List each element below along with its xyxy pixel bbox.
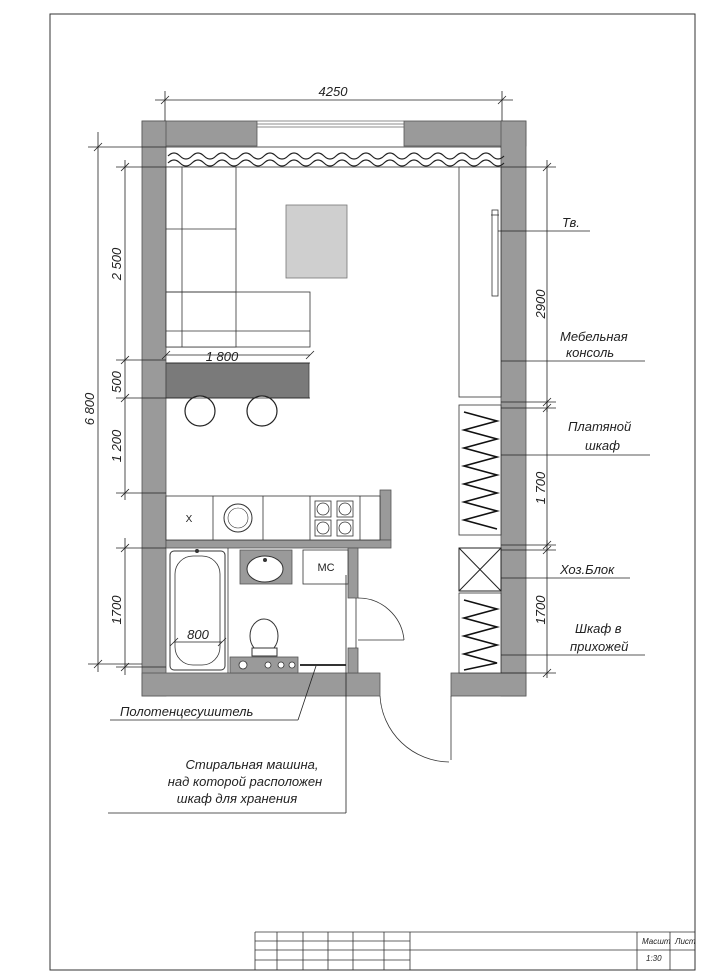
title-scale-value: 1:30: [646, 954, 662, 963]
label-washer-line2: над которой расположен: [167, 774, 323, 789]
coffee-table: [286, 205, 347, 278]
entrance-door: [380, 696, 451, 762]
toilet-icon: [250, 619, 278, 656]
dim-1700-left: 1700: [109, 595, 124, 625]
title-scale-label: Масшт: [642, 937, 671, 946]
label-hall-line2: прихожей: [570, 639, 629, 654]
label-hall-line1: Шкаф в: [575, 621, 622, 636]
dim-2900: 2900: [533, 289, 548, 319]
label-washer-line3: шкаф для хранения: [176, 791, 298, 806]
dim-1800: 1 800: [205, 349, 239, 364]
title-block: [255, 932, 695, 970]
dim-1700-wardrobe: 1 700: [533, 471, 548, 505]
bathroom-door: [356, 598, 404, 648]
dim-800: 800: [187, 627, 209, 642]
dim-2500: 2 500: [109, 247, 124, 281]
dim-500: 500: [109, 371, 124, 393]
dim-overall-width: 4250: [318, 84, 348, 99]
label-console-line2: консоль: [566, 345, 615, 360]
label-tv: Тв.: [562, 215, 580, 230]
dish-rack-mark: X: [185, 514, 193, 525]
bar-stool: [185, 396, 215, 426]
dim-overall-height: 6 800: [82, 392, 97, 426]
dim-1700-hall: 1700: [533, 595, 548, 625]
washing-machine-label: МС: [317, 562, 335, 574]
label-wardrobe-line2: шкаф: [585, 438, 621, 453]
window: [257, 121, 404, 127]
label-storage: Хоз.Блок: [560, 562, 615, 577]
label-console-line1: Мебельная: [560, 329, 628, 344]
title-sheet-label: Лист: [675, 937, 696, 946]
label-washer-line1: Стиральная машина,: [185, 757, 319, 772]
curtain-inner: [168, 160, 504, 166]
tv-icon: [492, 210, 498, 296]
label-towel-dryer: Полотенцесушитель: [120, 704, 254, 719]
curtain: [168, 153, 504, 159]
dim-1200: 1 200: [109, 429, 124, 463]
bar-counter: [166, 363, 309, 398]
bar-stool: [247, 396, 277, 426]
label-wardrobe-line1: Платяной: [568, 419, 632, 434]
